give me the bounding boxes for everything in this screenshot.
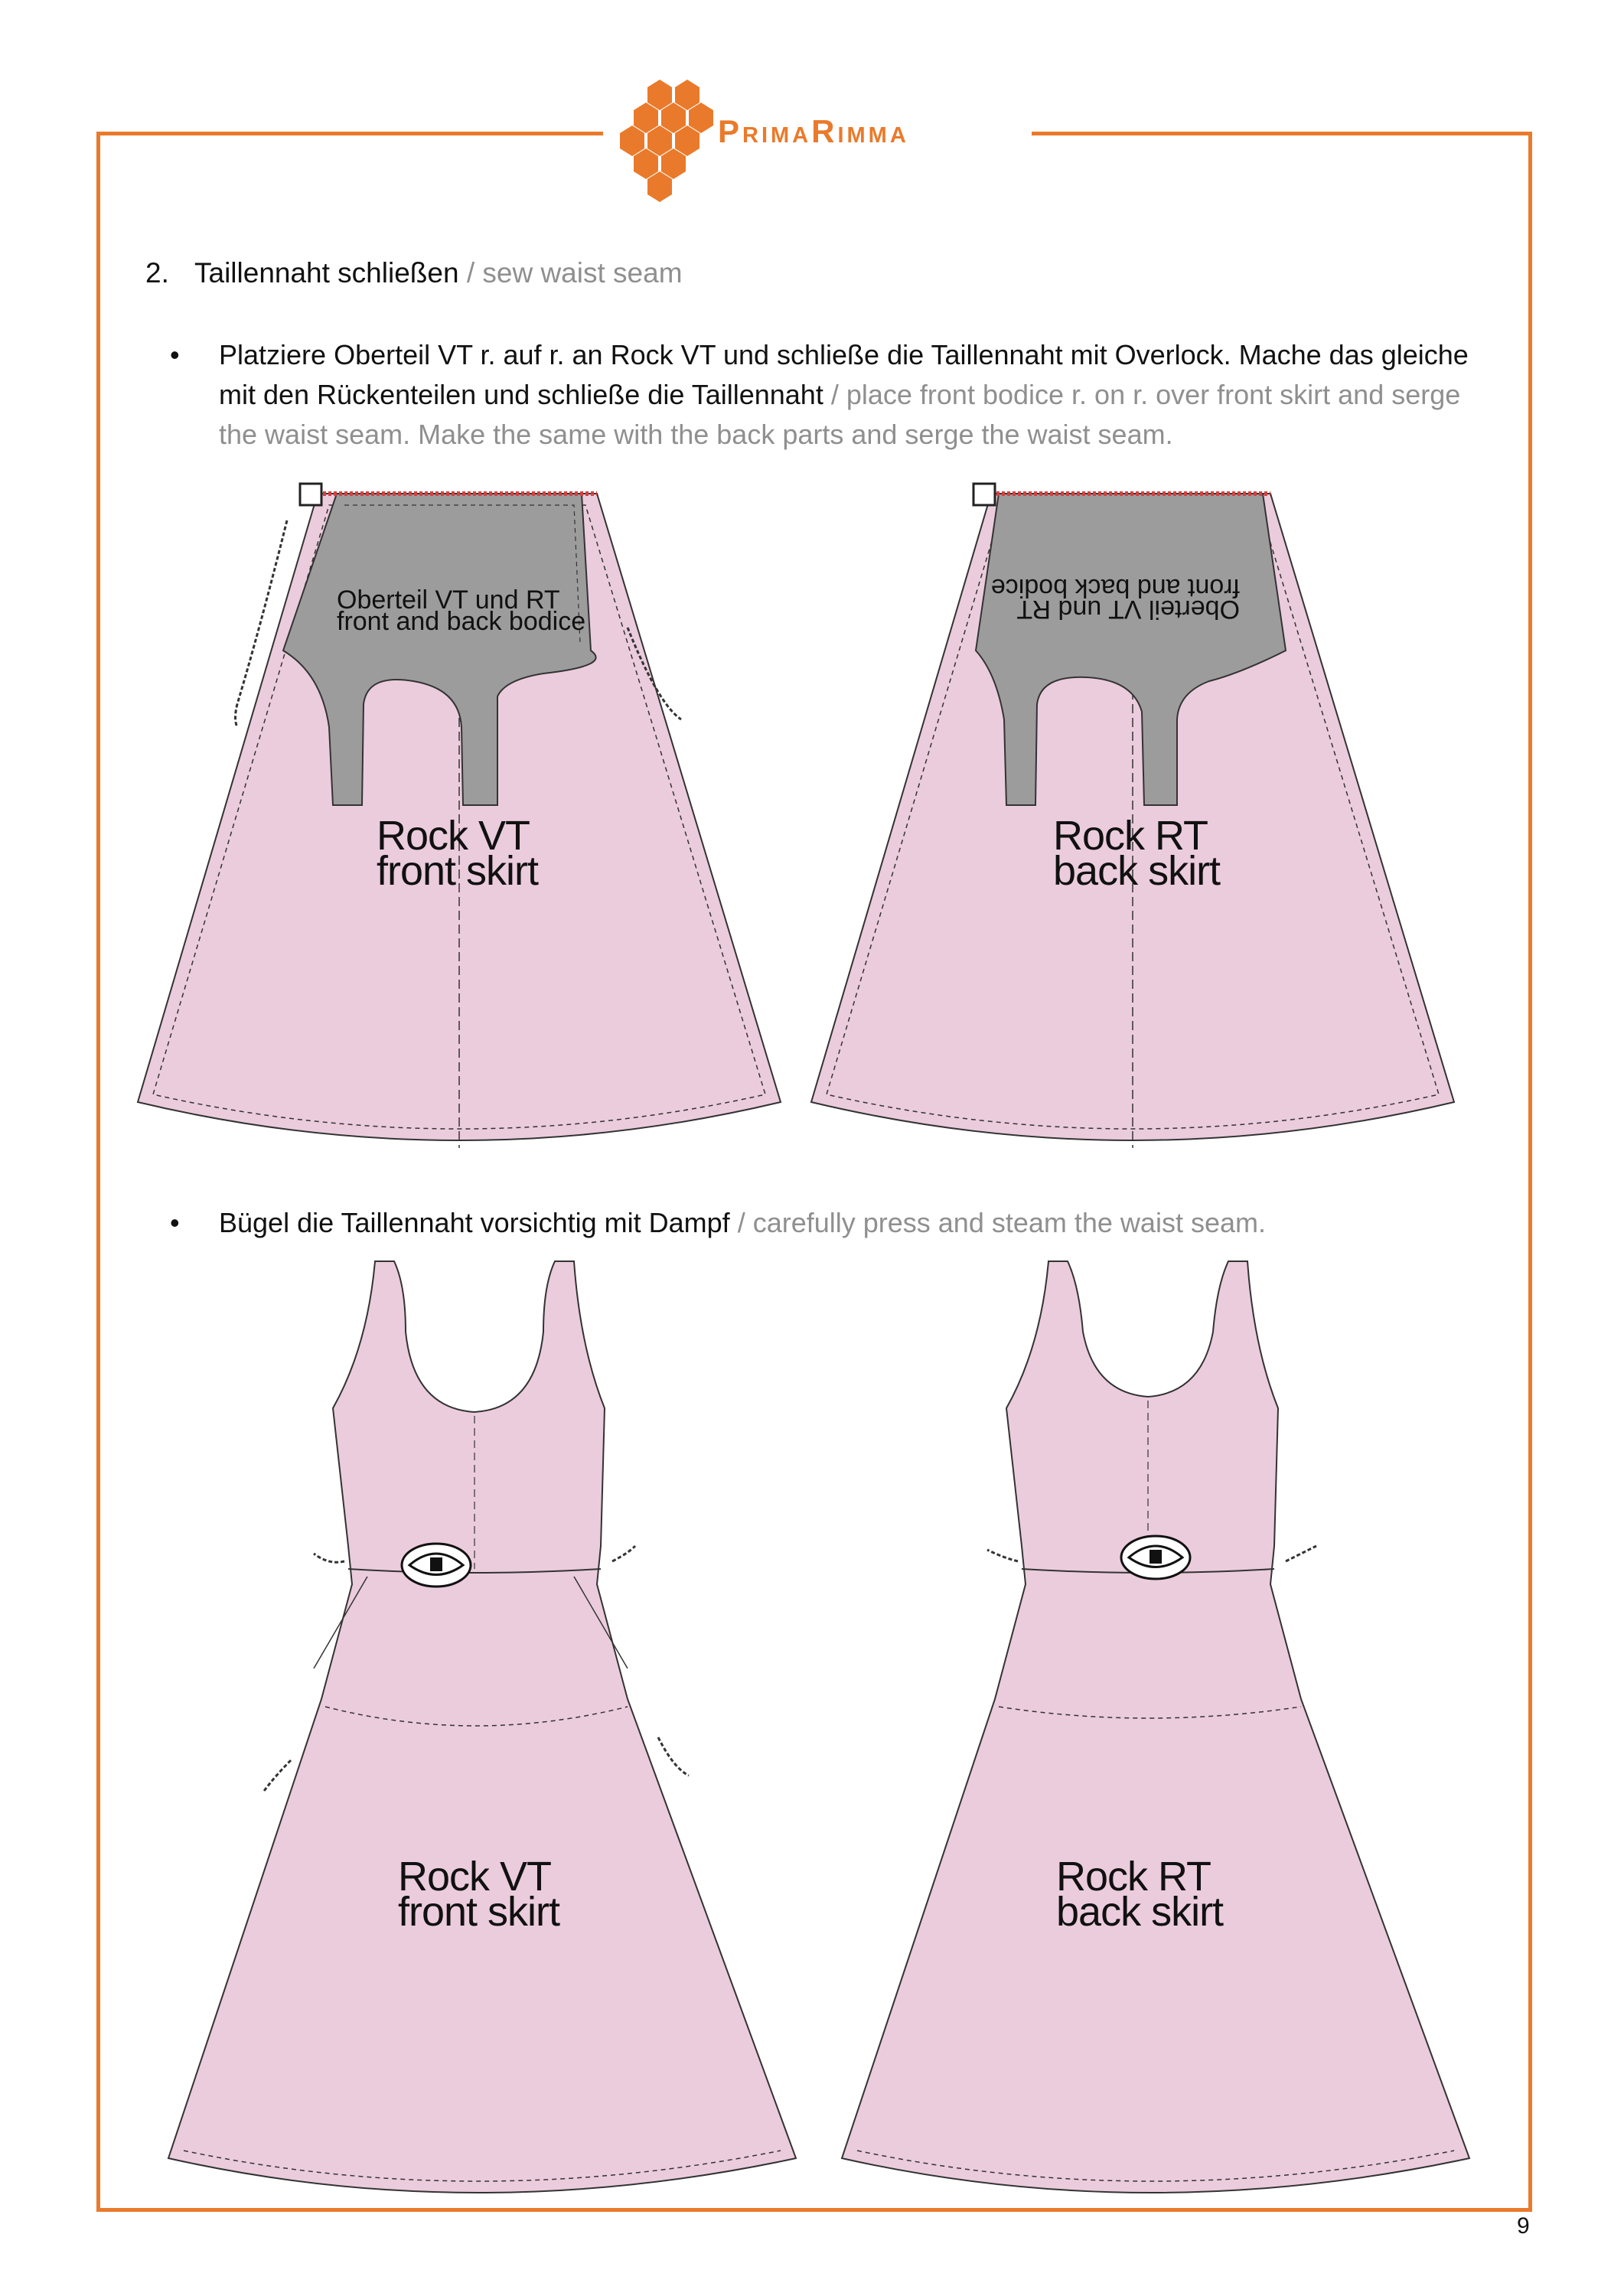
step-title-en: / sew waist seam [466,257,683,289]
bodice-label-2: front and back bodice [337,607,586,636]
bullet-icon: • [170,339,180,370]
brand-name: PrimaRimma [718,113,909,149]
figure-front-dress [138,1240,811,2204]
bullet-1-text-en: / place front bodice r. on r. over front skirt and serge the waist seam. Make the same with the back parts and serge the waist seam. [219,379,1461,450]
bullet-1-text-de: Platziere Oberteil VT r. auf r. an Rock VT und schließe die Taillennaht mit Overlock. Mache das gleiche mit den Rückenteilen und schließe die Taillennaht [219,339,1469,410]
iron-icon [402,1544,471,1587]
bullet-icon: • [170,1207,180,1238]
page-number: 9 [1517,2213,1530,2239]
brand-logo [603,63,1032,208]
iron-icon [1121,1536,1190,1579]
skirt-label-1: Rock VT [377,813,530,859]
skirt-label-1: Rock RT [1053,813,1208,859]
step-title-de: Taillennaht schließen [194,257,459,289]
bullet-2-text-en: / carefully press and steam the waist seam. [737,1207,1266,1238]
bodice-label-upside-down-1: Oberteil VT und RT [1016,595,1240,624]
skirt-label-2: front skirt [398,1889,560,1935]
skirt-label-2: back skirt [1053,848,1221,894]
bodice-label-upside-down-2: front and back bodice [990,573,1240,602]
step-heading [145,257,683,289]
skirt-label-1: Rock VT [398,1854,552,1900]
bullet-2-text-de: Bügel die Taillennaht vorsichtig mit Dampf [219,1207,730,1238]
figure-front-skirt-with-bodice [122,475,796,1163]
skirt-label-2: front skirt [377,848,539,894]
figure-back-dress [811,1240,1485,2204]
bodice-label-1: Oberteil VT und RT [337,585,560,615]
skirt-label-1: Rock RT [1056,1854,1211,1900]
honeycomb-logo-icon [611,63,718,208]
figure-back-skirt-with-bodice [796,475,1469,1163]
skirt-label-2: back skirt [1056,1889,1224,1935]
step-number: 2. [145,257,169,289]
